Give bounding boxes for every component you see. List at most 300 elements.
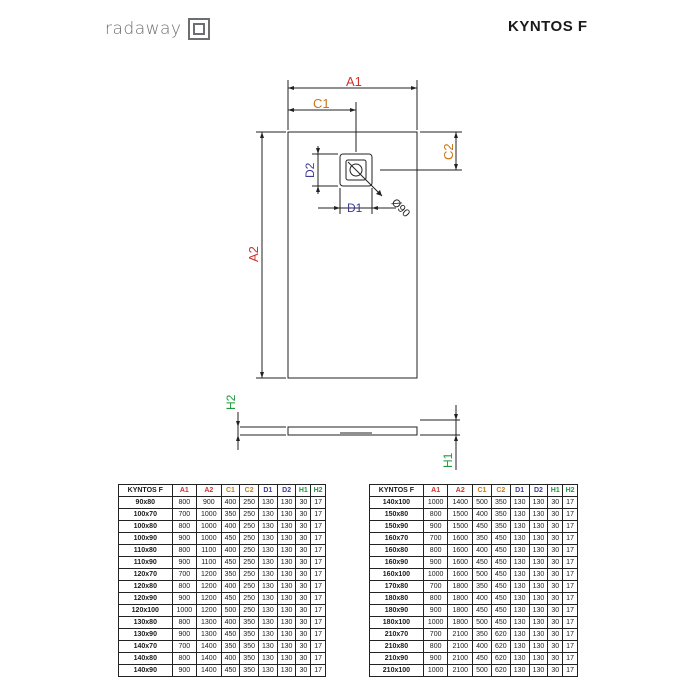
- value-cell: 30: [548, 569, 563, 581]
- value-cell: 130: [259, 593, 278, 605]
- value-cell: 130: [277, 617, 296, 629]
- value-cell: 130: [510, 653, 529, 665]
- value-cell: 130: [510, 545, 529, 557]
- value-cell: 17: [563, 545, 578, 557]
- model-cell: 180x80: [370, 593, 424, 605]
- table-row: [119, 581, 326, 593]
- value-cell: 30: [548, 497, 563, 509]
- value-cell: 130: [277, 629, 296, 641]
- value-cell: 130: [277, 557, 296, 569]
- value-cell: 1600: [448, 545, 473, 557]
- value-cell: 450: [221, 665, 240, 677]
- table-row: [370, 533, 578, 545]
- model-cell: 130x80: [119, 617, 173, 629]
- value-cell: 130: [277, 509, 296, 521]
- drain-leader: [348, 162, 382, 196]
- value-cell: 17: [311, 641, 326, 653]
- value-cell: 350: [221, 509, 240, 521]
- value-cell: 250: [240, 545, 259, 557]
- value-cell: 1000: [423, 569, 448, 581]
- value-cell: 130: [277, 497, 296, 509]
- value-cell: 250: [240, 605, 259, 617]
- value-cell: 700: [423, 581, 448, 593]
- value-cell: 130: [529, 581, 548, 593]
- label-h2: H2: [224, 394, 238, 410]
- value-cell: 17: [311, 617, 326, 629]
- table-row: [119, 521, 326, 533]
- model-cell: 140x80: [119, 653, 173, 665]
- value-cell: 800: [172, 545, 196, 557]
- value-cell: 130: [529, 509, 548, 521]
- model-cell: 100x70: [119, 509, 173, 521]
- value-cell: 17: [311, 545, 326, 557]
- value-cell: 350: [240, 665, 259, 677]
- value-cell: 800: [172, 581, 196, 593]
- table-row: [119, 533, 326, 545]
- model-cell: 140x90: [119, 665, 173, 677]
- model-cell: 210x100: [370, 665, 424, 677]
- value-cell: 130: [510, 605, 529, 617]
- value-cell: 1000: [423, 665, 448, 677]
- label-c1: C1: [313, 96, 330, 111]
- value-cell: 450: [491, 545, 510, 557]
- value-cell: 17: [311, 653, 326, 665]
- value-cell: 17: [311, 629, 326, 641]
- value-cell: 130: [529, 665, 548, 677]
- value-cell: 130: [259, 569, 278, 581]
- value-cell: 1000: [172, 605, 196, 617]
- value-cell: 30: [296, 641, 311, 653]
- value-cell: 700: [423, 533, 448, 545]
- col-header-c2: C2: [240, 485, 259, 497]
- value-cell: 1400: [197, 653, 221, 665]
- value-cell: 130: [510, 509, 529, 521]
- label-d1: D1: [347, 201, 363, 215]
- table-row: [370, 665, 578, 677]
- value-cell: 130: [529, 497, 548, 509]
- value-cell: 130: [510, 617, 529, 629]
- value-cell: 17: [311, 665, 326, 677]
- table-row: [370, 641, 578, 653]
- table-row: [370, 629, 578, 641]
- value-cell: 1200: [197, 605, 221, 617]
- model-cell: 140x100: [370, 497, 424, 509]
- col-header-c1: C1: [473, 485, 492, 497]
- value-cell: 30: [296, 557, 311, 569]
- value-cell: 30: [296, 521, 311, 533]
- value-cell: 130: [259, 521, 278, 533]
- value-cell: 450: [473, 653, 492, 665]
- table-row: [119, 557, 326, 569]
- value-cell: 130: [259, 581, 278, 593]
- value-cell: 130: [529, 617, 548, 629]
- value-cell: 1100: [197, 557, 221, 569]
- model-cell: 100x80: [119, 521, 173, 533]
- model-cell: 140x70: [119, 641, 173, 653]
- value-cell: 400: [473, 593, 492, 605]
- value-cell: 350: [221, 569, 240, 581]
- value-cell: 130: [277, 569, 296, 581]
- value-cell: 30: [548, 593, 563, 605]
- value-cell: 30: [296, 497, 311, 509]
- table-row: [119, 593, 326, 605]
- value-cell: 130: [510, 533, 529, 545]
- value-cell: 1600: [448, 557, 473, 569]
- label-d2: D2: [303, 162, 317, 178]
- table-row: [119, 545, 326, 557]
- value-cell: 130: [510, 569, 529, 581]
- value-cell: 1400: [197, 665, 221, 677]
- value-cell: 900: [197, 497, 221, 509]
- value-cell: 250: [240, 497, 259, 509]
- value-cell: 17: [563, 533, 578, 545]
- value-cell: 130: [259, 617, 278, 629]
- value-cell: 450: [491, 617, 510, 629]
- value-cell: 800: [172, 653, 196, 665]
- value-cell: 30: [548, 521, 563, 533]
- table-row: [119, 641, 326, 653]
- value-cell: 130: [529, 629, 548, 641]
- table-row: [370, 521, 578, 533]
- value-cell: 900: [172, 533, 196, 545]
- value-cell: 17: [563, 581, 578, 593]
- value-cell: 450: [491, 533, 510, 545]
- value-cell: 350: [240, 617, 259, 629]
- model-cell: 160x70: [370, 533, 424, 545]
- value-cell: 130: [277, 641, 296, 653]
- value-cell: 800: [423, 509, 448, 521]
- value-cell: 800: [172, 497, 196, 509]
- value-cell: 30: [296, 653, 311, 665]
- value-cell: 30: [296, 533, 311, 545]
- value-cell: 450: [491, 593, 510, 605]
- value-cell: 350: [473, 629, 492, 641]
- value-cell: 620: [491, 665, 510, 677]
- value-cell: 250: [240, 581, 259, 593]
- value-cell: 450: [473, 557, 492, 569]
- value-cell: 130: [259, 665, 278, 677]
- value-cell: 130: [259, 629, 278, 641]
- col-header-a1: A1: [423, 485, 448, 497]
- model-cell: 110x90: [119, 557, 173, 569]
- value-cell: 350: [491, 509, 510, 521]
- value-cell: 130: [259, 557, 278, 569]
- table-row: [119, 653, 326, 665]
- value-cell: 130: [259, 533, 278, 545]
- model-cell: 120x100: [119, 605, 173, 617]
- value-cell: 17: [563, 497, 578, 509]
- table-row: [119, 665, 326, 677]
- value-cell: 250: [240, 521, 259, 533]
- model-cell: 120x90: [119, 593, 173, 605]
- value-cell: 30: [548, 533, 563, 545]
- value-cell: 400: [221, 653, 240, 665]
- value-cell: 130: [277, 545, 296, 557]
- table-row: [119, 497, 326, 509]
- value-cell: 130: [529, 557, 548, 569]
- label-h1: H1: [441, 452, 455, 468]
- value-cell: 1100: [197, 545, 221, 557]
- value-cell: 1500: [448, 509, 473, 521]
- model-cell: 170x80: [370, 581, 424, 593]
- value-cell: 900: [172, 629, 196, 641]
- value-cell: 130: [277, 593, 296, 605]
- value-cell: 130: [259, 545, 278, 557]
- value-cell: 800: [423, 641, 448, 653]
- value-cell: 17: [311, 593, 326, 605]
- value-cell: 130: [510, 593, 529, 605]
- value-cell: 17: [563, 605, 578, 617]
- value-cell: 400: [221, 497, 240, 509]
- value-cell: 1000: [197, 521, 221, 533]
- model-cell: 100x90: [119, 533, 173, 545]
- table-row: [370, 593, 578, 605]
- value-cell: 700: [172, 509, 196, 521]
- col-header-c2: C2: [491, 485, 510, 497]
- table-row: [370, 569, 578, 581]
- table-row: [370, 605, 578, 617]
- table-header-row: [119, 485, 326, 497]
- dimensions-table-right: [369, 484, 578, 677]
- value-cell: 700: [172, 569, 196, 581]
- value-cell: 130: [510, 629, 529, 641]
- value-cell: 30: [296, 545, 311, 557]
- value-cell: 30: [296, 605, 311, 617]
- value-cell: 130: [277, 581, 296, 593]
- value-cell: 130: [510, 641, 529, 653]
- value-cell: 900: [423, 605, 448, 617]
- value-cell: 30: [296, 617, 311, 629]
- value-cell: 1300: [197, 629, 221, 641]
- value-cell: 17: [311, 581, 326, 593]
- value-cell: 250: [240, 533, 259, 545]
- label-c2: C2: [441, 143, 456, 160]
- value-cell: 1300: [197, 617, 221, 629]
- value-cell: 130: [529, 533, 548, 545]
- model-cell: 120x80: [119, 581, 173, 593]
- model-cell: 150x80: [370, 509, 424, 521]
- value-cell: 130: [259, 641, 278, 653]
- value-cell: 450: [473, 605, 492, 617]
- table-row: [119, 509, 326, 521]
- value-cell: 1500: [448, 521, 473, 533]
- value-cell: 30: [296, 509, 311, 521]
- value-cell: 30: [548, 605, 563, 617]
- value-cell: 30: [548, 545, 563, 557]
- model-cell: 180x90: [370, 605, 424, 617]
- value-cell: 350: [473, 533, 492, 545]
- value-cell: 620: [491, 629, 510, 641]
- value-cell: 1200: [197, 581, 221, 593]
- value-cell: 350: [240, 653, 259, 665]
- value-cell: 130: [259, 653, 278, 665]
- value-cell: 17: [563, 509, 578, 521]
- value-cell: 130: [529, 545, 548, 557]
- table-row: [119, 617, 326, 629]
- value-cell: 1800: [448, 617, 473, 629]
- value-cell: 130: [529, 521, 548, 533]
- col-header-a1: A1: [172, 485, 196, 497]
- model-cell: 210x80: [370, 641, 424, 653]
- col-header-a2: A2: [448, 485, 473, 497]
- value-cell: 900: [423, 653, 448, 665]
- value-cell: 2100: [448, 665, 473, 677]
- value-cell: 1200: [197, 593, 221, 605]
- value-cell: 17: [311, 605, 326, 617]
- value-cell: 900: [423, 557, 448, 569]
- value-cell: 800: [172, 521, 196, 533]
- value-cell: 1800: [448, 593, 473, 605]
- value-cell: 130: [259, 509, 278, 521]
- value-cell: 30: [548, 557, 563, 569]
- value-cell: 2100: [448, 629, 473, 641]
- value-cell: 500: [473, 665, 492, 677]
- model-cell: 180x100: [370, 617, 424, 629]
- model-cell: 130x90: [119, 629, 173, 641]
- value-cell: 450: [221, 533, 240, 545]
- value-cell: 900: [172, 665, 196, 677]
- value-cell: 400: [473, 545, 492, 557]
- value-cell: 17: [311, 569, 326, 581]
- value-cell: 17: [563, 593, 578, 605]
- label-a1: A1: [346, 74, 362, 89]
- col-header-model: KYNTOS F: [370, 485, 424, 497]
- value-cell: 450: [473, 521, 492, 533]
- value-cell: 30: [548, 629, 563, 641]
- value-cell: 130: [529, 593, 548, 605]
- value-cell: 130: [510, 557, 529, 569]
- value-cell: 400: [473, 641, 492, 653]
- table-row: [119, 569, 326, 581]
- value-cell: 900: [172, 593, 196, 605]
- value-cell: 130: [259, 497, 278, 509]
- value-cell: 17: [563, 665, 578, 677]
- value-cell: 500: [473, 617, 492, 629]
- value-cell: 350: [240, 641, 259, 653]
- value-cell: 1200: [197, 569, 221, 581]
- value-cell: 900: [423, 521, 448, 533]
- value-cell: 30: [296, 665, 311, 677]
- value-cell: 1800: [448, 605, 473, 617]
- value-cell: 400: [221, 581, 240, 593]
- value-cell: 1000: [423, 497, 448, 509]
- value-cell: 30: [296, 569, 311, 581]
- value-cell: 30: [548, 653, 563, 665]
- value-cell: 2100: [448, 653, 473, 665]
- value-cell: 17: [563, 629, 578, 641]
- col-header-a2: A2: [197, 485, 221, 497]
- table-row: [370, 557, 578, 569]
- value-cell: 1400: [448, 497, 473, 509]
- value-cell: 30: [296, 581, 311, 593]
- table-row: [370, 509, 578, 521]
- value-cell: 130: [529, 605, 548, 617]
- value-cell: 1000: [197, 533, 221, 545]
- col-header-h2: H2: [311, 485, 326, 497]
- model-cell: 160x80: [370, 545, 424, 557]
- model-cell: 150x90: [370, 521, 424, 533]
- value-cell: 17: [563, 617, 578, 629]
- dimensions-table-left: [118, 484, 326, 677]
- value-cell: 30: [548, 665, 563, 677]
- value-cell: 400: [473, 509, 492, 521]
- value-cell: 130: [510, 521, 529, 533]
- value-cell: 17: [311, 533, 326, 545]
- value-cell: 30: [548, 641, 563, 653]
- value-cell: 250: [240, 593, 259, 605]
- product-title: KYNTOS F: [508, 18, 588, 35]
- value-cell: 400: [221, 545, 240, 557]
- model-cell: 90x80: [119, 497, 173, 509]
- value-cell: 350: [473, 581, 492, 593]
- value-cell: 130: [259, 605, 278, 617]
- value-cell: 800: [423, 593, 448, 605]
- value-cell: 1600: [448, 569, 473, 581]
- value-cell: 2100: [448, 641, 473, 653]
- value-cell: 450: [221, 557, 240, 569]
- value-cell: 900: [172, 557, 196, 569]
- value-cell: 350: [491, 497, 510, 509]
- table-row: [370, 545, 578, 557]
- value-cell: 130: [510, 497, 529, 509]
- value-cell: 500: [221, 605, 240, 617]
- label-a2: A2: [246, 246, 261, 262]
- value-cell: 130: [277, 533, 296, 545]
- value-cell: 30: [548, 509, 563, 521]
- table-row: [119, 629, 326, 641]
- value-cell: 30: [296, 593, 311, 605]
- value-cell: 30: [296, 629, 311, 641]
- value-cell: 1400: [197, 641, 221, 653]
- value-cell: 130: [277, 665, 296, 677]
- table-row: [370, 497, 578, 509]
- value-cell: 130: [277, 605, 296, 617]
- value-cell: 450: [491, 605, 510, 617]
- table-row: [119, 605, 326, 617]
- value-cell: 620: [491, 653, 510, 665]
- value-cell: 800: [172, 617, 196, 629]
- col-header-d1: D1: [259, 485, 278, 497]
- model-cell: 160x100: [370, 569, 424, 581]
- col-header-h2: H2: [563, 485, 578, 497]
- value-cell: 700: [423, 629, 448, 641]
- col-header-d2: D2: [277, 485, 296, 497]
- value-cell: 400: [221, 617, 240, 629]
- value-cell: 800: [423, 545, 448, 557]
- value-cell: 400: [221, 521, 240, 533]
- col-header-h1: H1: [296, 485, 311, 497]
- value-cell: 450: [491, 557, 510, 569]
- col-header-c1: C1: [221, 485, 240, 497]
- value-cell: 350: [240, 629, 259, 641]
- value-cell: 30: [548, 617, 563, 629]
- table-row: [370, 617, 578, 629]
- value-cell: 1000: [197, 509, 221, 521]
- value-cell: 450: [221, 629, 240, 641]
- table-row: [370, 653, 578, 665]
- value-cell: 17: [563, 641, 578, 653]
- value-cell: 17: [311, 557, 326, 569]
- value-cell: 620: [491, 641, 510, 653]
- value-cell: 17: [563, 569, 578, 581]
- value-cell: 1600: [448, 533, 473, 545]
- value-cell: 250: [240, 569, 259, 581]
- value-cell: 350: [491, 521, 510, 533]
- value-cell: 17: [311, 497, 326, 509]
- value-cell: 17: [563, 557, 578, 569]
- label-drain: Ø90: [388, 196, 413, 220]
- value-cell: 500: [473, 569, 492, 581]
